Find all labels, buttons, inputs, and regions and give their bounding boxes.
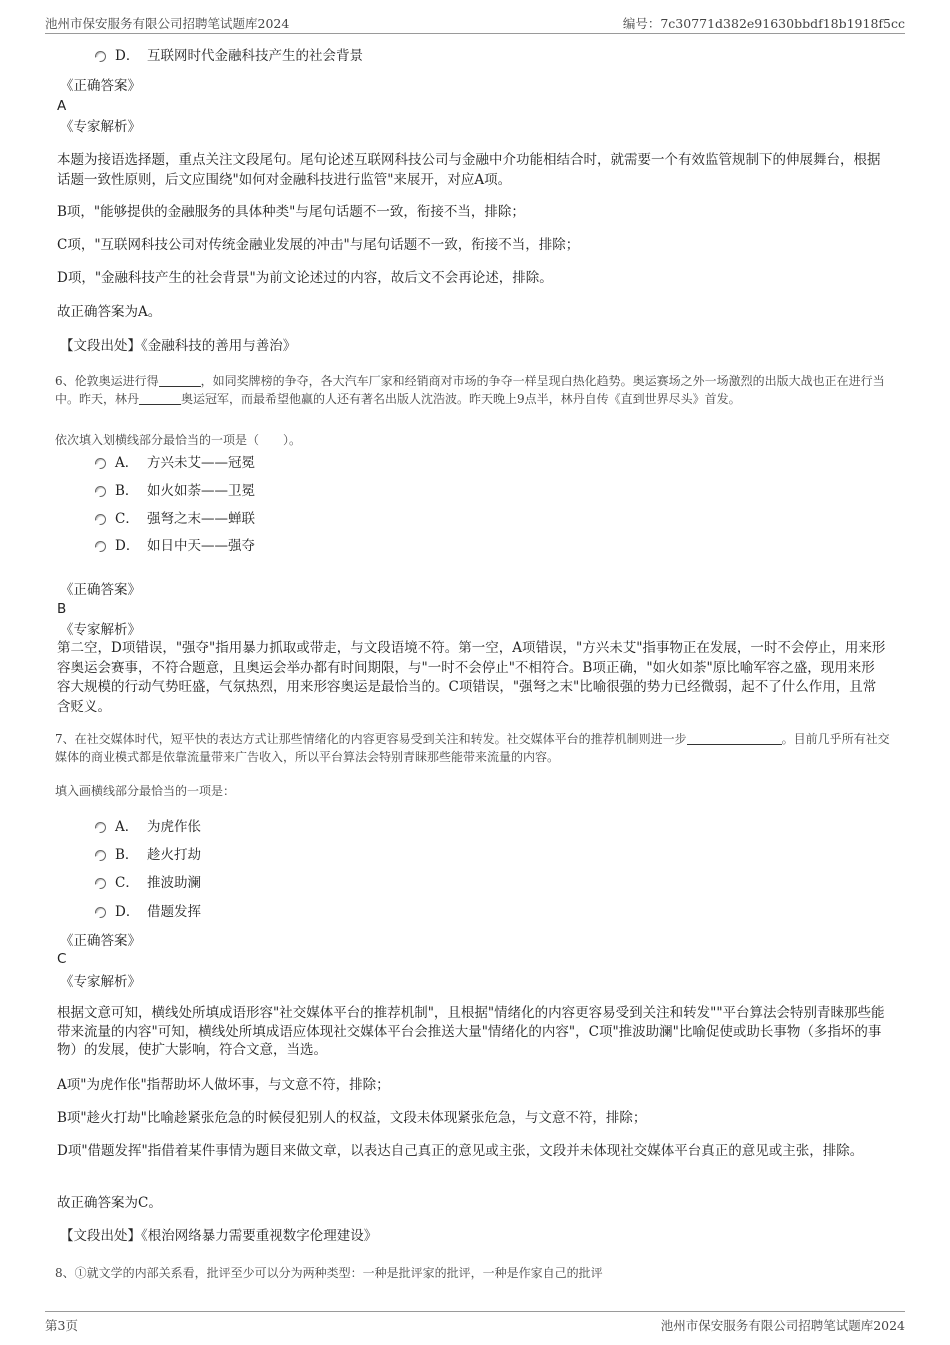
radio-icon[interactable]	[95, 541, 106, 552]
q7-option-d[interactable]: D． 借题发挥	[95, 902, 201, 922]
q7-analysis-p1: 根据文意可知，横线处所填成语形容"社交媒体平台的推荐机制"，且根据"情绪化的内容更容易受到关注和转发""平台算法会特别青睐那些能带来流量的内容"可知，横线处所填成语应体现社交媒体平台会推送大量"情绪化的内容"，C项"推波助澜"比喻促使或助长事物（多指坏的事物）的发展，使扩大影响，符合文意，当选。	[57, 1005, 885, 1058]
q6-option-b[interactable]: B． 如火如荼——卫冕	[95, 481, 255, 501]
q7-analysis-conclusion: 故正确答案为C。	[57, 1195, 162, 1211]
q7-analysis-p4: D项"借题发挥"指借着某件事情为题目来做文章，以表达自己真正的意见或主张，文段并未体现社交媒体平台真正的意见或主张，排除。	[57, 1143, 864, 1159]
page-header	[45, 14, 905, 34]
footer-page-number: 第3页	[45, 1318, 78, 1333]
q7-source: 【文段出处】《根治网络暴力需要重视数字伦理建设》	[60, 1228, 378, 1244]
q8-stem: 8、①就文学的内部关系看，批评至少可以分为两种类型：一种是批评家的批评，一种是作家自己的批评	[55, 1266, 603, 1280]
q6-stem: 6、伦敦奥运进行得 ，如同奖牌榜的争夺，各大汽车厂家和经销商对市场的争夺一样呈现白热化趋势。奥运赛场之外一场激烈的出版大战也正在进行当中。昨天，林丹 奥运冠军，而最希望他赢的人还有著名出版人沈浩波。昨天晚上9点半，林丹自传《直到世界尽头》首发。	[55, 374, 885, 406]
q5-analysis-label: 《专家解析》	[60, 119, 141, 135]
q5-analysis-conclusion: 故正确答案为A。	[57, 304, 162, 320]
footer-title: 池州市保安服务有限公司招聘笔试题库2024	[660, 1318, 905, 1333]
radio-icon[interactable]	[95, 850, 106, 861]
q7-analysis-label: 《专家解析》	[60, 974, 141, 990]
radio-icon[interactable]	[95, 878, 106, 889]
header-title: 池州市保安服务有限公司招聘笔试题库2024	[45, 16, 290, 31]
q5-analysis-p2: B项，"能够提供的金融服务的具体种类"与尾句话题不一致，衔接不当，排除；	[57, 204, 525, 220]
q7-answer-label: 《正确答案》	[60, 933, 141, 949]
radio-icon[interactable]	[95, 458, 106, 469]
q6-prompt: 依次填入划横线部分最恰当的一项是（ ）。	[55, 433, 302, 447]
q7-analysis-p2: A项"为虎作伥"指帮助坏人做坏事，与文意不符，排除；	[57, 1077, 390, 1093]
q5-answer: A	[57, 98, 67, 114]
radio-icon[interactable]	[95, 51, 106, 62]
q6-analysis-label: 《专家解析》	[60, 622, 141, 638]
header-doc-id: 编号：7c30771d382e91630bbdf18b1918f5cc	[622, 16, 905, 31]
q6-answer: B	[57, 601, 67, 617]
q5-source: 【文段出处】《金融科技的善用与善治》	[60, 338, 297, 354]
q6-option-d[interactable]: D． 如日中天——强夺	[95, 536, 255, 556]
q7-answer: C	[57, 951, 67, 967]
q6-analysis: 第二空，D项错误，"强夺"指用暴力抓取或带走，与文段语境不符。第一空，A项错误，"方兴未艾"指事物正在发展，一时不会停止，用来形容奥运会赛事，不符合题意，且奥运会举办都有时间期限，与"一时不会停止"不相符合。B项正确，"如火如荼"原比喻军容之盛，现用来形容大规模的行动气势旺盛，气氛热烈，用来形容奥运是最恰当的。C项错误，"强弩之末"比喻很强的势力已经微弱，起不了什么作用，且常含贬义。	[57, 640, 886, 715]
q7-analysis-p3: B项"趁火打劫"比喻趁紧张危急的时候侵犯别人的权益，文段未体现紧张危急，与文意不符，排除；	[57, 1110, 647, 1126]
q7-prompt: 填入画横线部分最恰当的一项是：	[55, 784, 236, 798]
q6-answer-label: 《正确答案》	[60, 582, 141, 598]
q6-option-c[interactable]: C． 强弩之末——蝉联	[95, 509, 255, 529]
q6-option-a[interactable]: A． 方兴未艾——冠冕	[95, 453, 255, 473]
blank-line	[139, 391, 181, 405]
radio-icon[interactable]	[95, 486, 106, 497]
q5-answer-label: 《正确答案》	[60, 78, 141, 94]
q7-stem: 7、在社交媒体时代，短平快的表达方式让那些情绪化的内容更容易受到关注和转发。社交媒体平台的推荐机制则进一步 。目前几乎所有社交媒体的商业模式都是依靠流量带来广告收入，所以平台算法会特别青睐那些能带来流量的内容。	[55, 732, 890, 764]
blank-line	[159, 373, 201, 387]
q5-analysis-p3: C项，"互联网科技公司对传统金融业发展的冲击"与尾句话题不一致，衔接不当，排除；	[57, 237, 580, 253]
q7-option-a[interactable]: A． 为虎作伥	[95, 817, 201, 837]
q7-option-c[interactable]: C． 推波助澜	[95, 873, 201, 893]
radio-icon[interactable]	[95, 514, 106, 525]
page-footer	[45, 1311, 905, 1333]
q5-analysis-p1: 本题为接语选择题，重点关注文段尾句。尾句论述互联网科技公司与金融中介功能相结合时，就需要一个有效监管规制下的伸展舞台，根据话题一致性原则，后文应围绕"如何对金融科技进行监管"来展开，对应A项。	[57, 152, 881, 188]
q5-option-d[interactable]: D． 互联网时代金融科技产生的社会背景	[95, 46, 363, 66]
q7-option-b[interactable]: B． 趁火打劫	[95, 845, 201, 865]
radio-icon[interactable]	[95, 907, 106, 918]
blank-line	[687, 731, 782, 745]
radio-icon[interactable]	[95, 822, 106, 833]
q5-analysis-p4: D项，"金融科技产生的社会背景"为前文论述过的内容，故后文不会再论述，排除。	[57, 270, 553, 286]
